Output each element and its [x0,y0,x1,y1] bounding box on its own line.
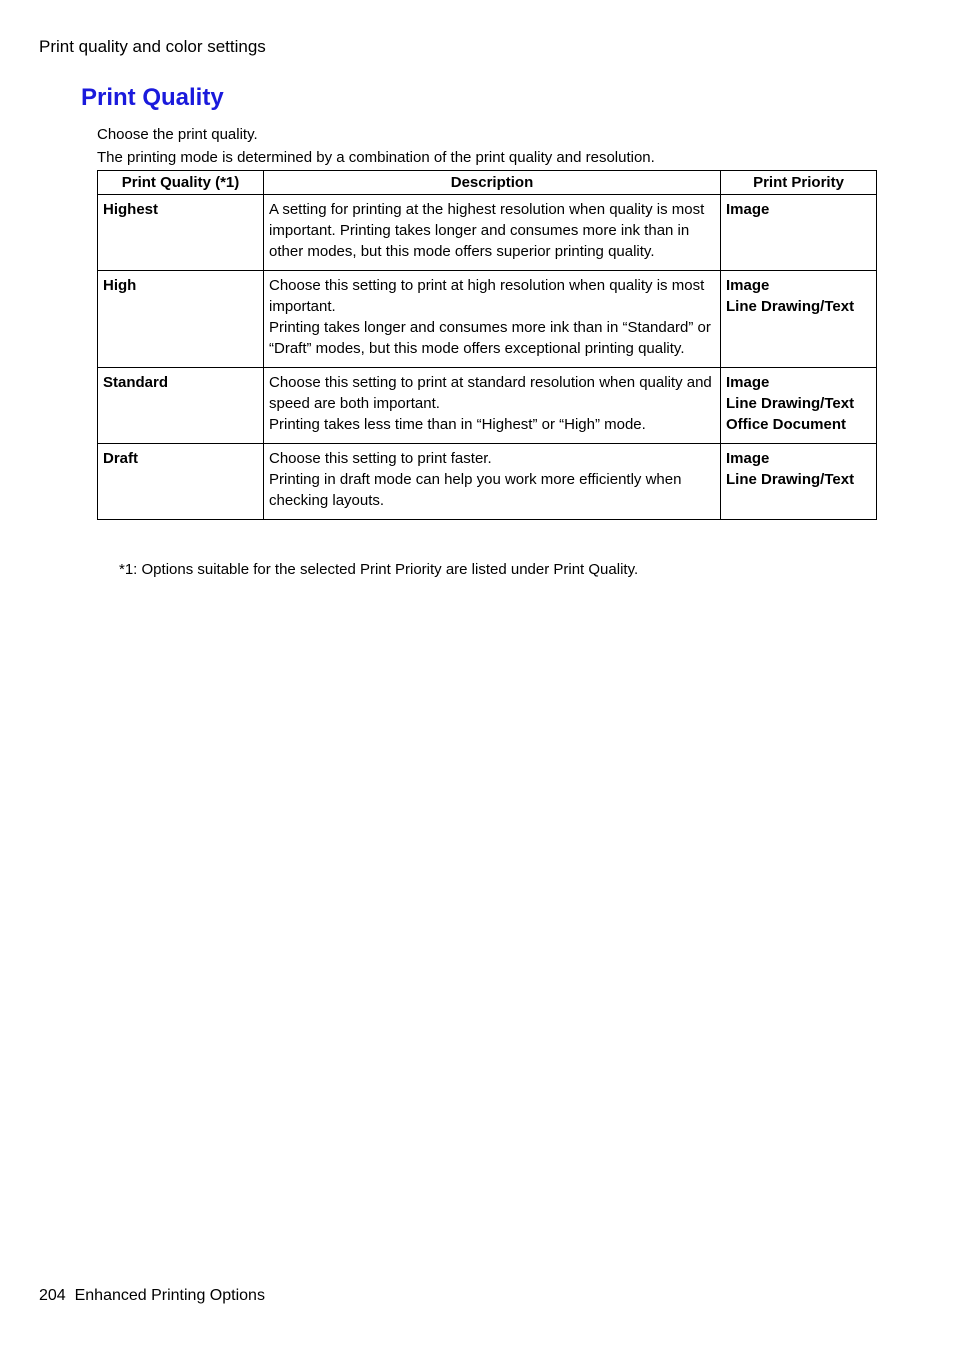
print-quality-table [97,170,877,520]
priority-item: Image [726,450,770,467]
table-header-row [98,171,877,195]
quality-description [264,444,721,520]
table-footnote: *1: Options suitable for the selected Print Priority are listed under Print Quality. [119,561,639,578]
priority-item: Line Drawing/Text [726,395,855,412]
footer-section-name: Enhanced Printing Options [74,1287,265,1304]
quality-description [264,271,721,368]
table-row [98,368,877,444]
quality-priority [721,444,877,520]
page-title: Print Quality [81,84,224,111]
quality-name: Draft [98,444,264,520]
description-line: Printing in draft mode can help you work more efficiently when checking layouts. [269,471,682,509]
description-line: Choose this setting to print faster. [269,450,492,467]
intro-line: The printing mode is determined by a combination of the print quality and resolution. [97,149,655,166]
priority-item: Image [726,277,770,294]
quality-priority [721,368,877,444]
quality-priority [721,195,877,271]
table-row [98,444,877,520]
priority-item: Line Drawing/Text [726,298,855,315]
quality-priority [721,271,877,368]
priority-item: Office Document [726,416,847,433]
quality-name: Standard [98,368,264,444]
page-footer [39,1287,265,1305]
description-line: Choose this setting to print at high resolution when quality is most important. [269,277,705,315]
header-description: Description [264,171,721,195]
intro-line: Choose the print quality. [97,126,258,143]
priority-item: Line Drawing/Text [726,471,855,488]
priority-item: Image [726,201,770,218]
description-line: Printing takes longer and consumes more ink than in “Standard” or “Draft” modes, but this mode offers exceptional printing quality. [269,319,711,357]
quality-name: High [98,271,264,368]
page-number: 204 [39,1287,66,1304]
description-line: Choose this setting to print at standard resolution when quality and speed are both important. [269,374,712,412]
table-row [98,271,877,368]
header-print-quality: Print Quality (*1) [98,171,264,195]
table-row [98,195,877,271]
header-print-priority: Print Priority [721,171,877,195]
intro-text [97,123,655,169]
quality-name: Highest [98,195,264,271]
priority-item: Image [726,374,770,391]
running-head: Print quality and color settings [39,37,266,56]
quality-description [264,195,721,271]
quality-description [264,368,721,444]
description-line: Printing takes less time than in “Highest” or “High” mode. [269,416,646,433]
description-line: A setting for printing at the highest resolution when quality is most important. Printing takes longer and consumes more ink than in other modes, but this mode offers superior printing quality. [269,201,705,260]
